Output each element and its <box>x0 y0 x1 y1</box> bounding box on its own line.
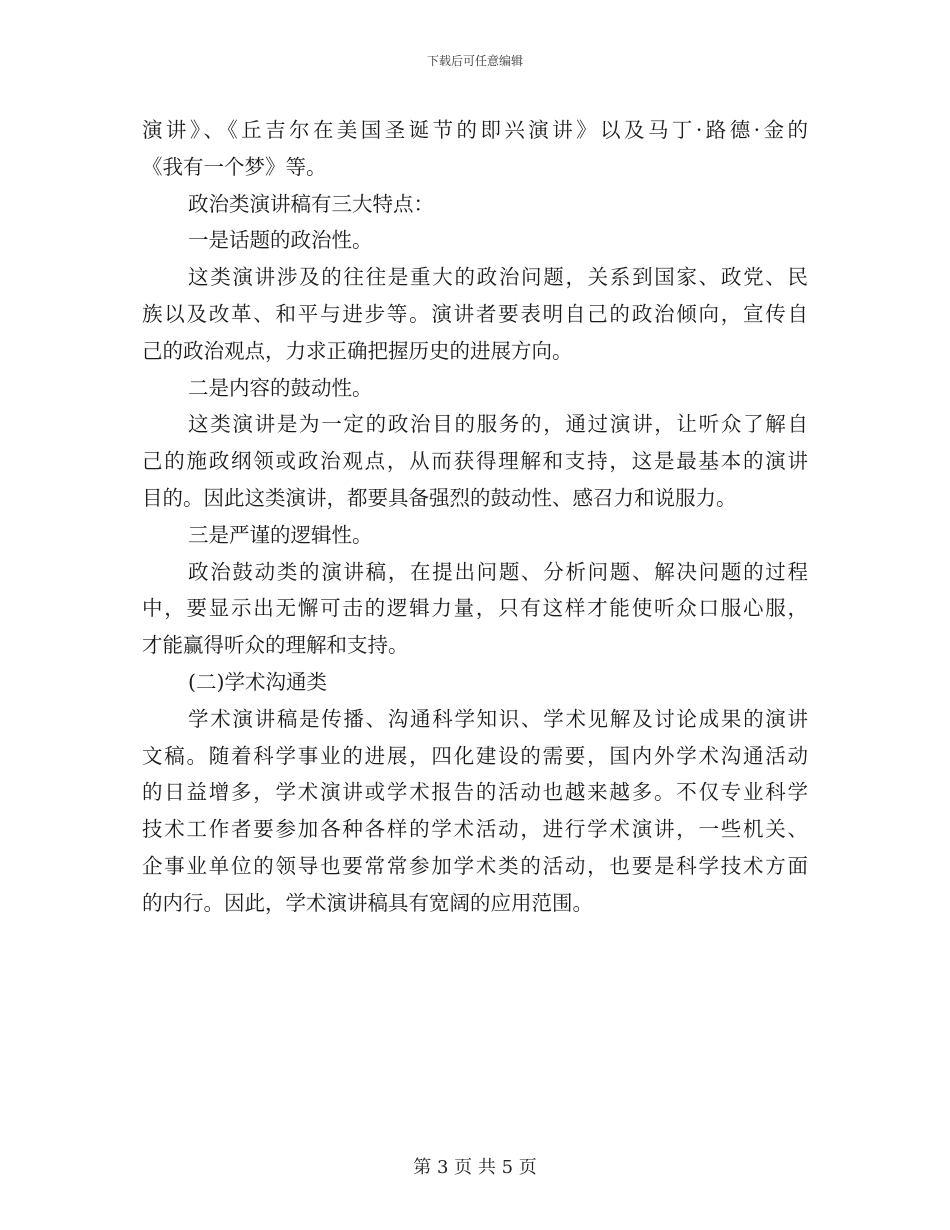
text-line: 己的施政纲领或政治观点，从而获得理解和支持，这是最基本的演讲 <box>142 449 808 474</box>
section-heading: (二)学术沟通类 <box>188 669 327 694</box>
text-line: 这类演讲涉及的往往是重大的政治问题，关系到国家、政党、民 <box>188 265 808 290</box>
text-line: 这类演讲是为一定的政治目的服务的，通过演讲，让听众了解自 <box>188 412 808 437</box>
text-line: 三是严谨的逻辑性。 <box>188 522 373 547</box>
text-line: 政治类演讲稿有三大特点： <box>188 191 434 216</box>
text-line: 一是话题的政治性。 <box>188 228 373 253</box>
document-body <box>142 112 808 922</box>
text-line: 二是内容的鼓动性。 <box>188 375 373 400</box>
text-line: 技术工作者要参加各种各样的学术活动，进行学术演讲，一些机关、 <box>142 817 808 842</box>
text-line: 的内行。因此，学术演讲稿具有宽阔的应用范围。 <box>142 890 593 915</box>
text-line: 的日益增多，学术演讲或学术报告的活动也越来越多。不仅专业科学 <box>142 780 808 805</box>
text-line: 学术演讲稿是传播、沟通科学知识、学术见解及讨论成果的演讲 <box>188 706 808 731</box>
text-line: 己的政治观点，力求正确把握历史的进展方向。 <box>142 338 573 363</box>
page-header: 下载后可任意编辑 <box>426 54 523 68</box>
text-line: 族以及改革、和平与进步等。演讲者要表明自己的政治倾向，宣传自 <box>142 301 808 326</box>
text-line: 中，要显示出无懈可击的逻辑力量，只有这样才能使听众口服心服， <box>142 596 808 621</box>
text-line: 《我有一个梦》等。 <box>142 154 327 179</box>
text-line: 企事业单位的领导也要常常参加学术类的活动，也要是科学技术方面 <box>142 853 808 878</box>
text-line: 目的。因此这类演讲，都要具备强烈的鼓动性、感召力和说服力。 <box>142 485 737 510</box>
text-line: 政治鼓动类的演讲稿，在提出问题、分析问题、解决问题的过程 <box>188 559 808 584</box>
text-line: 文稿。随着科学事业的进展，四化建设的需要，国内外学术沟通活动 <box>142 743 808 768</box>
text-line: 才能赢得听众的理解和支持。 <box>142 633 409 658</box>
text-line: 演讲》、《丘吉尔在美国圣诞节的即兴演讲》以及马丁·路德·金的 <box>142 118 808 142</box>
page-number: 第 3 页 共 5 页 <box>413 1157 537 1178</box>
